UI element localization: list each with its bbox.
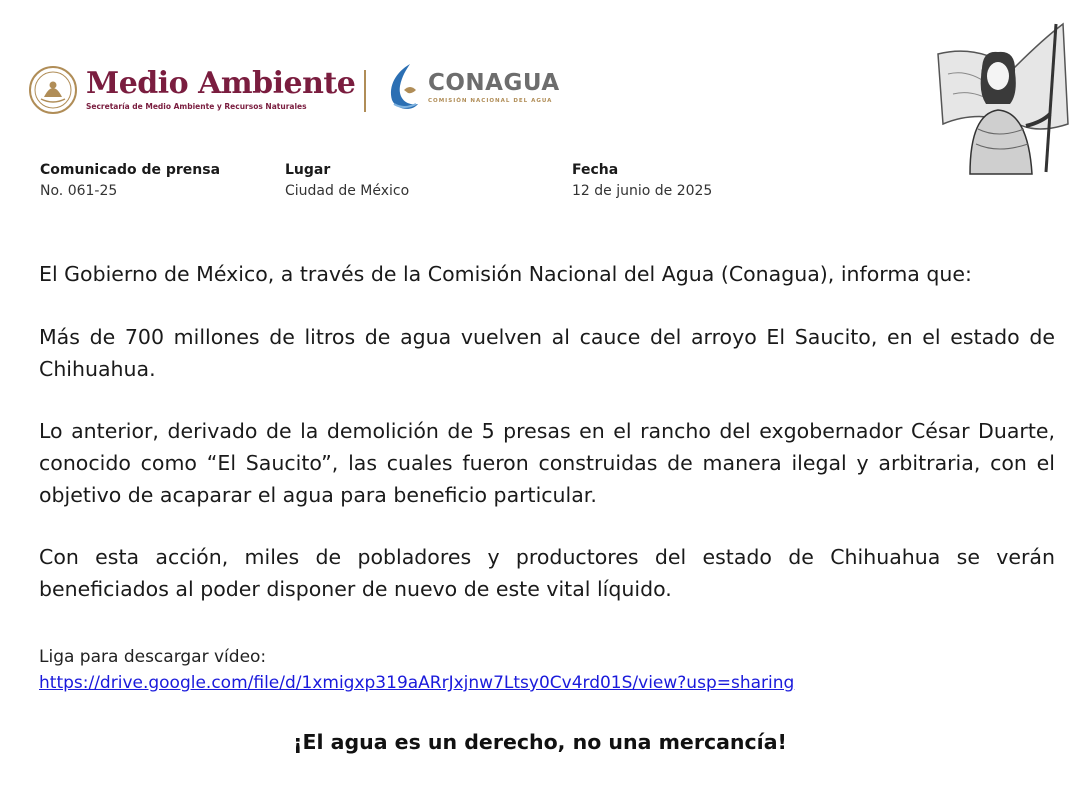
meta-fecha [572,160,712,202]
conagua-title: CONAGUA [428,70,560,96]
press-release-body [39,258,1055,635]
fecha-value: 12 de junio de 2025 [572,183,713,199]
document-header [0,0,1080,150]
medio-ambiente-logo [28,62,355,118]
mexico-coat-of-arms-icon [28,65,78,115]
video-section [39,644,794,696]
comunicado-label: Comunicado de prensa [40,162,221,178]
comunicado-number: No. 061-25 [40,183,118,199]
fecha-label: Fecha [572,162,619,178]
paragraph-1: Más de 700 millones de litros de agua vuelven al cauce del arroyo El Saucito, en el estado de Chihuahua. [39,325,1055,381]
medio-ambiente-subtitle: Secretaría de Medio Ambiente y Recursos Naturales [86,102,307,111]
slogan: ¡El agua es un derecho, no una mercancía! [293,730,787,754]
paragraph-3: Con esta acción, miles de pobladores y productores del estado de Chihuahua se verán beneficiados al poder disponer de nuevo de este vital líquido. [39,545,1055,601]
logo-divider [364,70,366,112]
lugar-value: Ciudad de México [285,183,410,199]
conagua-subtitle: COMISIÓN NACIONAL DEL AGUA [428,98,553,104]
paragraph-2: Lo anterior, derivado de la demolición de 5 presas en el rancho del exgobernador César Duarte, conocido como “El Saucito”, las cuales fueron construidas de manera ilegal y arbitraria, con el objetivo de acaparar el agua para beneficio particular. [39,419,1055,507]
video-label: Liga para descargar vídeo: [39,647,267,667]
meta-comunicado [40,160,220,202]
intro-paragraph: El Gobierno de México, a través de la Comisión Nacional del Agua (Conagua), informa que: [39,262,972,286]
conagua-water-icon [382,60,424,114]
lugar-label: Lugar [285,162,331,178]
video-link[interactable]: https://drive.google.com/file/d/1xmigxp319aARrJxjnw7Ltsy0Cv4rd01S/view?usp=sharing [39,673,795,693]
medio-ambiente-title: Medio Ambiente [86,66,356,101]
woman-with-flag-illustration [918,14,1070,176]
meta-lugar [285,160,409,202]
conagua-logo [382,60,560,114]
